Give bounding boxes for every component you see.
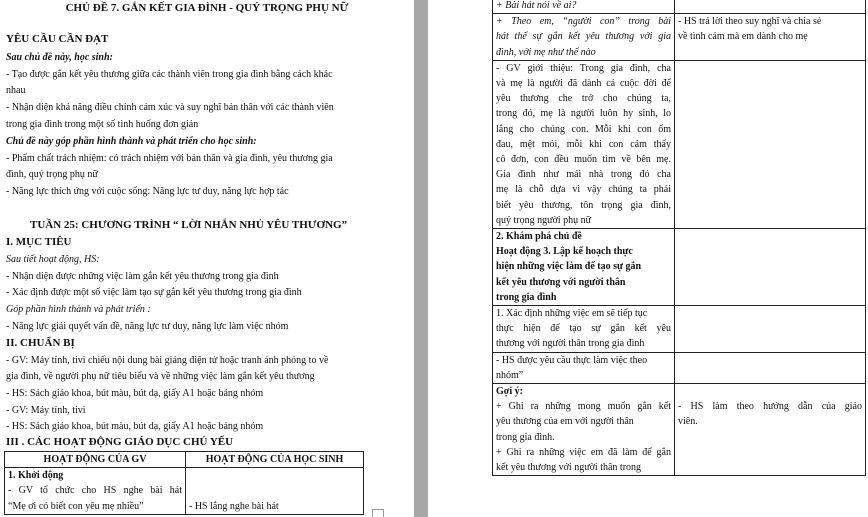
teacher-cell — [5, 468, 186, 515]
teacher-line: thương với người thân trong gia đình — [496, 338, 645, 350]
preparation-line: - GV: Máy tính, tivi — [6, 405, 86, 416]
teacher-line: - HS được yêu cầu thực làm việc theo — [496, 354, 648, 366]
requirement-line: trong gia đình trong một số tình huống đơn giản — [6, 119, 199, 130]
quality-line: - Phẩm chất trách nhiệm: có trách nhiệm với bản thân và gia đình, yêu thương gia — [6, 153, 333, 164]
teacher-line: yêu thương che trở cho chúng ta, — [496, 93, 671, 105]
teacher-line: biết yêu thương, tôn trọng gia đình, — [496, 199, 671, 211]
teacher-line: + Ghi ra những việc em đã làm để gắn — [496, 446, 671, 458]
teacher-cell — [493, 0, 675, 14]
develop-label: Góp phần hình thành và phát triển : — [6, 304, 151, 315]
teacher-line: - GV giới thiệu: Trong gia đình, cha — [496, 62, 671, 74]
requirement-line: nhau — [6, 85, 26, 96]
student-line: về tình cảm mà em dành cho mẹ — [678, 31, 808, 43]
column-header-gv: HOẠT ĐỘNG CỦA GV — [5, 452, 186, 468]
requirements-heading: YÊU CẦU CẦN ĐẠT — [6, 33, 109, 45]
teacher-line: đình, với mẹ như thế nào — [496, 46, 596, 58]
contribute-label: Chủ đề này góp phần hình thành và phát triển cho học sinh: — [6, 136, 257, 147]
preparation-line: - HS: Sách giáo khoa, bút màu, bút dạ, giấy A1 hoặc bảng nhóm — [6, 388, 264, 399]
student-line: - HS lắng nghe bài hát — [189, 500, 279, 512]
teacher-line: đau, mệt mỏi, mỗi khi con cảm thấy — [496, 138, 671, 150]
teacher-line: “Mẹ ơi có biết con yêu mẹ nhiều” — [8, 500, 144, 512]
objectives-heading: I. MỤC TIÊU — [6, 236, 72, 248]
student-cell — [675, 229, 866, 306]
section-start-label: 1. Khởi động — [8, 470, 64, 482]
student-cell — [186, 468, 364, 515]
teacher-line: - GV tổ chức cho HS nghe bài hát — [8, 485, 182, 497]
activity-title-line: kết yêu thương với người thân — [496, 276, 626, 288]
teacher-line: quý trọng người phụ nữ — [496, 214, 592, 226]
document-page-right — [428, 0, 868, 517]
student-line: - HS trả lời theo suy nghĩ và chia sẻ — [678, 16, 822, 28]
activity-title-line: Hoạt động 3. Lập kế hoạch thực — [496, 246, 633, 258]
teacher-line: và mẹ là người đã dành cả cuộc đời để — [496, 78, 671, 90]
document-page-left — [0, 0, 414, 517]
teacher-line: + Theo em, “người con” trong bài — [496, 16, 671, 28]
quality-line: đình, quý trọng phụ nữ — [6, 169, 98, 180]
student-cell — [675, 14, 866, 61]
teacher-line: + Ghi ra những mong muốn gắn kết — [496, 401, 671, 413]
objective-line: - Nhận diện được những việc làm gắn kết yêu thương trong gia đình — [6, 271, 279, 282]
after-lesson-label: Sau tiết hoạt động, HS: — [6, 254, 100, 265]
teacher-line: yêu thương của em với người thân — [496, 416, 634, 428]
student-line: - HS làm theo hướng dẫn của giáo — [678, 401, 862, 413]
activity-title-line: trong gia đình — [496, 291, 557, 303]
teacher-cell — [493, 306, 675, 353]
page-resize-handle[interactable] — [372, 509, 384, 517]
column-header-hs: HOẠT ĐỘNG CỦA HỌC SINH — [186, 452, 364, 468]
student-cell — [675, 60, 866, 228]
teacher-line: Gia đình như mái nhà trong đó cha — [496, 169, 671, 181]
teacher-cell — [493, 384, 675, 476]
ability-line: - Năng lực thích ứng với cuộc sống: Năng lực tư duy, năng lực hợp tác — [6, 186, 289, 197]
teacher-cell — [493, 14, 675, 61]
activities-table-right — [492, 0, 866, 476]
teacher-line: + Bài hát nói về ai? — [496, 0, 577, 11]
teacher-cell — [493, 229, 675, 306]
student-cell — [675, 0, 866, 14]
preparation-line: gia đình, về người phụ nữ tiêu biểu và về những việc làm gắn kết yêu thương — [6, 371, 315, 382]
student-cell — [675, 384, 866, 476]
teacher-line: thực hiện để tạo sự gắn kết yêu — [496, 323, 671, 335]
requirement-line: - Tạo được gắn kết yêu thương giữa các thành viên trong gia đình bằng cách khác — [6, 69, 333, 80]
requirement-line: - Nhận diện khả năng điều chỉnh cảm xúc và suy nghĩ bản thân với các thành viên — [6, 102, 334, 113]
teacher-cell — [493, 352, 675, 383]
week-title: TUẦN 25: CHƯƠNG TRÌNH “ LỜI NHẮN NHỦ YÊU THƯƠNG” — [30, 219, 348, 231]
student-line: viên. — [678, 416, 698, 428]
teacher-line: kết yêu thương với người thân trong — [496, 462, 642, 474]
student-cell — [675, 352, 866, 383]
student-cell — [675, 306, 866, 353]
activities-heading: III . CÁC HOẠT ĐỘNG GIÁO DỤC CHỦ YẾU — [6, 436, 234, 448]
section-explore-label: 2. Khám phá chủ đề — [496, 231, 582, 243]
preparation-line: - HS: Sách giáo khoa, bút màu, bút dạ, giấy A1 hoặc bảng nhóm — [6, 421, 264, 432]
preparation-heading: II. CHUẨN BỊ — [6, 337, 75, 349]
teacher-line: trong gia đình. — [496, 431, 555, 443]
teacher-line: cô đơn, con đều muốn tìm về bên mẹ. — [496, 154, 671, 166]
teacher-line: lắng cho chúng con. Mỗi khi con ốm — [496, 123, 671, 135]
topic-title: CHỦ ĐỀ 7. GẮN KẾT GIA ĐÌNH - QUÝ TRỌNG PHỤ NỮ — [65, 2, 349, 14]
hint-label: Gợi ý: — [496, 386, 523, 398]
activities-table-left — [4, 451, 364, 515]
after-topic-label: Sau chủ đề này, học sinh: — [6, 52, 113, 63]
teacher-line: 1. Xác định những việc em sẽ tiếp tục — [496, 308, 648, 320]
develop-line: - Năng lực giải quyết vấn đề, năng lực tư duy, năng lực làm việc nhóm — [6, 321, 289, 332]
teacher-line: hát thể sự gắn kết yêu thương với gia — [496, 31, 671, 43]
teacher-line: trong đó, mẹ là người luôn hy sinh, lo — [496, 108, 671, 120]
teacher-line: nhóm” — [496, 369, 524, 381]
objective-line: - Xác định được một số việc làm tạo sự gắn kết yêu thương trong gia đình — [6, 287, 302, 298]
preparation-line: - GV: Máy tính, tivi chiếu nội dung bài giảng điện tử hoặc tranh ảnh phóng to về — [6, 355, 329, 366]
teacher-line: mẹ là chỗ dựa vì vậy chúng ta phải — [496, 184, 671, 196]
teacher-cell — [493, 60, 675, 228]
activity-title-line: hiện những việc làm để tạo sự gắn — [496, 261, 642, 273]
